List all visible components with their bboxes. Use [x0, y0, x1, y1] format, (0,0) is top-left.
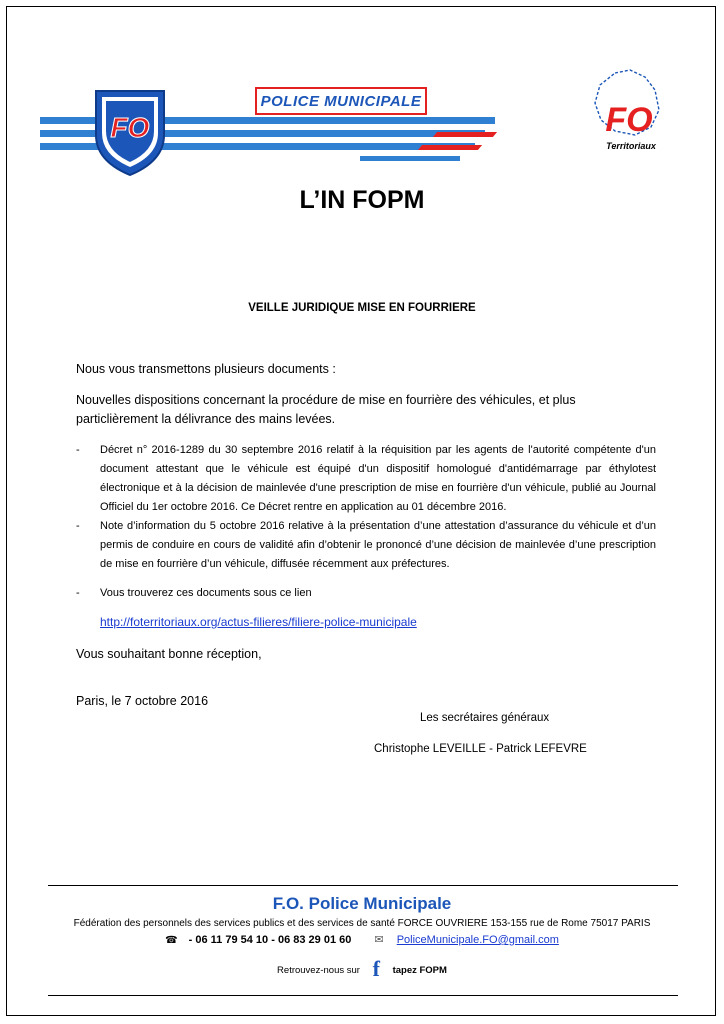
fo-shield-text: FO: [110, 112, 150, 143]
document-title: L’IN FOPM: [299, 186, 425, 214]
bullet-text: Note d’information du 5 octobre 2016 relative à la présentation d’une attestation d’assurance du véhicule et d’un permis de conduire en cours de validité afin d’obtenir le prononcé d’une décision de mainlevée d’une prescription de mise en fourrière d’un véhicule, diffusée récemment aux préfectures.: [100, 520, 656, 570]
bullet-text: Vous trouverez ces documents sous ce lien: [100, 587, 312, 599]
footer-email-link[interactable]: PoliceMunicipale.FO@gmail.com: [396, 934, 559, 946]
territ-caption: Territoriaux: [606, 141, 656, 151]
police-municipale-banner: [255, 87, 427, 115]
bullet-dash: -: [76, 520, 80, 532]
fo-shield-logo: [92, 85, 168, 177]
social-prefix: Retrouvez-nous sur: [277, 965, 360, 976]
signers-title: Les secrétaires généraux: [420, 712, 550, 724]
main-paragraph: Nouvelles dispositions concernant la procédure de mise en fourrière des véhicules, et plus particlièrement la délivrance des mains levées.: [76, 393, 576, 426]
header-red-stripe: [433, 132, 497, 137]
footer-federation: Fédération des personnels des services publics et des services de santé FORCE OUVRIERE 153-155 rue de Rome 75017 PARIS: [73, 918, 651, 929]
social-suffix: tapez FOPM: [392, 965, 447, 976]
footer-social: [0, 956, 724, 982]
bullet-dash: -: [76, 587, 80, 599]
header-stripe: [360, 156, 460, 161]
phone-icon: ☎: [165, 935, 178, 946]
footer-title: F.O. Police Municipale: [272, 894, 452, 913]
intro-text: Nous vous transmettons plusieurs documents :: [76, 362, 336, 376]
banner-text: POLICE MUNICIPALE: [260, 92, 422, 110]
footer-bottom-divider: [48, 995, 678, 996]
mail-icon: ✉: [374, 934, 384, 946]
signers-names: Christophe LEVEILLE - Patrick LEFEVRE: [374, 743, 587, 755]
bullet-dash: -: [76, 444, 80, 456]
header-red-stripe: [418, 145, 482, 150]
closing-text: Vous souhaitant bonne réception,: [76, 647, 262, 661]
documents-link[interactable]: http://foterritoriaux.org/actus-filieres/filiere-police-municipale: [100, 615, 417, 629]
facebook-icon[interactable]: f: [372, 956, 380, 981]
fo-territoriaux-logo: [585, 65, 675, 160]
footer-divider: [48, 885, 678, 886]
link-row: [100, 613, 680, 632]
territ-fo-text: FO: [605, 101, 653, 139]
document-subtitle: VEILLE JURIDIQUE MISE EN FOURRIERE: [248, 302, 476, 314]
footer-contact: [0, 933, 724, 946]
place-date: Paris, le 7 octobre 2016: [76, 694, 209, 708]
bullet-text: Décret n° 2016-1289 du 30 septembre 2016 relatif à la réquisition par les agents de l'autorité compétente d'un document attestant que le véhicule est équipé d'un dispositif homologué d'antidémarrage par éthylotest électronique et à la décision de mainlevée d'une prescription de mise en fourrière d'un véhicule, publié au Journal Officiel du 1er octobre 2016. Ce Décret rentre en application au 01 décembre 2016.: [100, 444, 656, 513]
footer-phones: - 06 11 79 54 10 - 06 83 29 01 60: [188, 934, 352, 946]
